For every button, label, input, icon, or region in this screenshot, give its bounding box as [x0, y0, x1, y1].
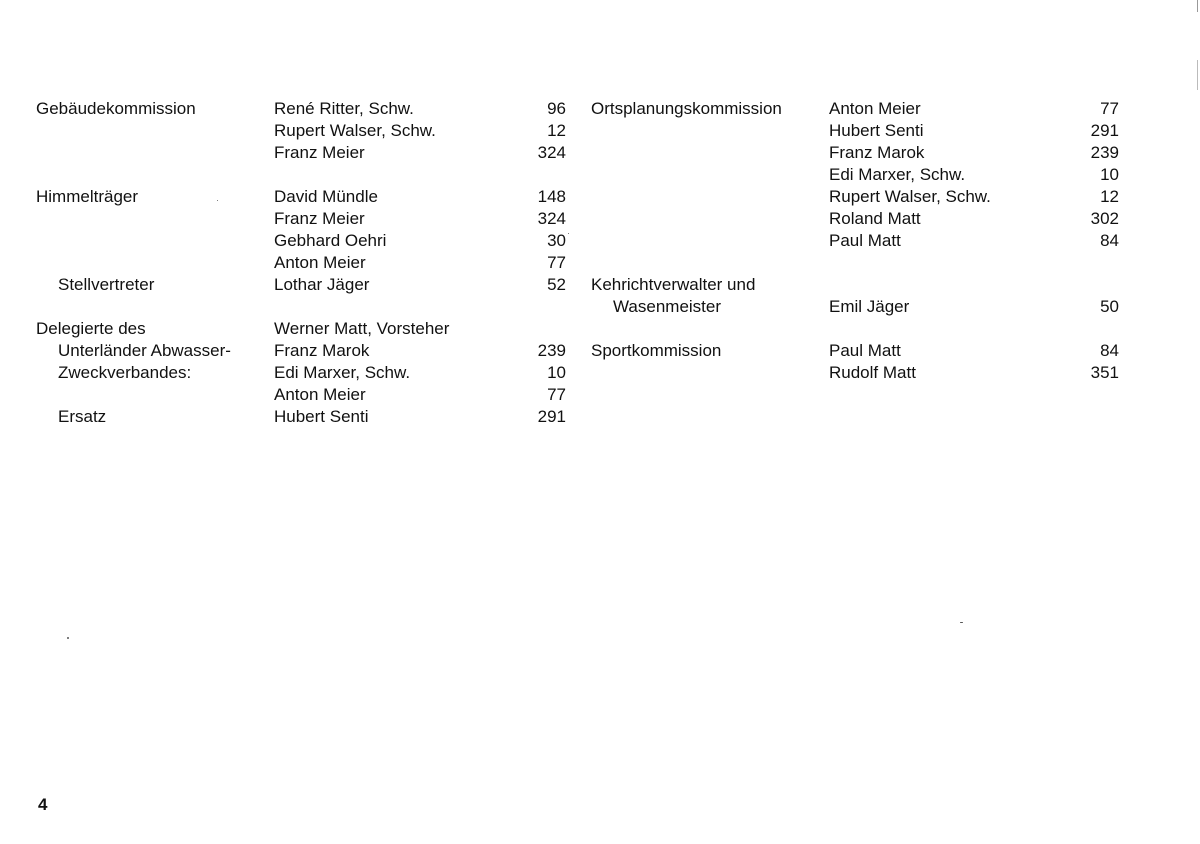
- page-number: 4: [38, 795, 48, 814]
- member-name: Edi Marxer, Schw.: [274, 363, 411, 382]
- member-row: [591, 296, 1121, 318]
- member-name: René Ritter, Schw.: [274, 99, 414, 118]
- member-row: [36, 98, 568, 120]
- member-row: [591, 362, 1121, 384]
- committee-label: Kehrichtverwalter und: [591, 275, 756, 294]
- member-row: [36, 384, 568, 406]
- right-column: [591, 98, 1121, 384]
- member-number: 30: [547, 231, 566, 250]
- committee-section: [36, 98, 568, 164]
- member-name: Hubert Senti: [274, 407, 369, 426]
- committee-label: [591, 230, 829, 252]
- committee-label: Delegierte des: [36, 319, 146, 338]
- member-row: [36, 142, 568, 164]
- committee-label: Stellvertreter: [58, 275, 155, 294]
- member-number: 324: [537, 143, 566, 162]
- member-number: 84: [1100, 231, 1119, 250]
- member-name: Franz Meier: [274, 143, 365, 162]
- scan-speck: [960, 622, 963, 623]
- member-name: Anton Meier: [274, 385, 366, 404]
- member-number: 351: [1090, 363, 1119, 382]
- member-name: Rupert Walser, Schw.: [274, 121, 436, 140]
- committee-label: [36, 230, 274, 252]
- member-name: Paul Matt: [829, 341, 901, 360]
- committee-section: [591, 274, 1121, 318]
- member-name: Anton Meier: [274, 253, 366, 272]
- scan-speck: [217, 200, 218, 201]
- member-number: 77: [1100, 99, 1119, 118]
- member-row: [36, 208, 568, 230]
- member-row: [591, 274, 1121, 296]
- committee-label: [36, 120, 274, 142]
- committee-section: [591, 98, 1121, 252]
- member-name: Rudolf Matt: [829, 363, 916, 382]
- member-number: 239: [1090, 143, 1119, 162]
- member-number: 52: [547, 275, 566, 294]
- member-number: [514, 318, 566, 340]
- committee-label: Wasenmeister: [613, 297, 722, 316]
- committee-label: [36, 252, 274, 274]
- member-number: 84: [1100, 341, 1119, 360]
- member-row: [591, 98, 1121, 120]
- committee-label: Ersatz: [58, 407, 107, 426]
- member-row: [591, 142, 1121, 164]
- committee-label: Zweckverbandes:: [58, 363, 192, 382]
- member-number: 10: [547, 363, 566, 382]
- member-number: 10: [1100, 165, 1119, 184]
- member-name: [829, 274, 1069, 296]
- member-row: [591, 208, 1121, 230]
- scan-edge-mark: [1197, 60, 1198, 90]
- member-number: 291: [537, 407, 566, 426]
- committee-label: Unterländer Abwasser-: [58, 341, 231, 360]
- committee-label: [36, 142, 274, 164]
- member-row: [36, 362, 568, 384]
- member-number: 50: [1100, 297, 1119, 316]
- committee-section: [36, 186, 568, 296]
- committee-label: [591, 120, 829, 142]
- member-name: Paul Matt: [829, 231, 901, 250]
- member-row: [36, 120, 568, 142]
- member-name: Edi Marxer, Schw.: [829, 165, 966, 184]
- scan-edge-mark: [1197, 0, 1198, 12]
- member-name: Werner Matt, Vorsteher: [274, 319, 450, 338]
- committee-label: Himmelträger: [36, 187, 139, 206]
- member-row: [36, 274, 568, 296]
- committee-section: [591, 340, 1121, 384]
- member-name: Roland Matt: [829, 209, 921, 228]
- committee-label: [591, 362, 829, 384]
- committee-label: Sportkommission: [591, 341, 722, 360]
- member-row: [591, 230, 1121, 252]
- committee-label: Gebäudekommission: [36, 99, 196, 118]
- member-number: 148: [537, 187, 566, 206]
- member-row: [36, 186, 568, 208]
- member-name: Rupert Walser, Schw.: [829, 187, 991, 206]
- member-name: Franz Marok: [274, 341, 370, 360]
- member-row: [591, 340, 1121, 362]
- committee-label: [591, 164, 829, 186]
- member-name: Anton Meier: [829, 99, 921, 118]
- member-number: 302: [1090, 209, 1119, 228]
- member-number: 77: [547, 253, 566, 272]
- member-row: [36, 252, 568, 274]
- scan-speck: [67, 637, 69, 639]
- member-row: [36, 318, 568, 340]
- scan-speck: [568, 233, 569, 234]
- member-name: Franz Meier: [274, 209, 365, 228]
- committee-label: [591, 186, 829, 208]
- committee-label: Ortsplanungskommission: [591, 99, 782, 118]
- member-number: [1069, 274, 1119, 296]
- member-row: [36, 406, 568, 428]
- member-number: 324: [537, 209, 566, 228]
- member-name: David Mündle: [274, 187, 378, 206]
- committee-label: [591, 208, 829, 230]
- member-row: [36, 230, 568, 252]
- member-number: 77: [547, 385, 566, 404]
- member-number: 239: [537, 341, 566, 360]
- committee-label: [591, 142, 829, 164]
- committee-label: [36, 208, 274, 230]
- member-number: 96: [547, 99, 566, 118]
- committee-label: [36, 384, 274, 406]
- member-name: Emil Jäger: [829, 297, 910, 316]
- member-number: 12: [1100, 187, 1119, 206]
- member-row: [591, 186, 1121, 208]
- member-name: Hubert Senti: [829, 121, 924, 140]
- member-row: [36, 340, 568, 362]
- member-name: Gebhard Oehri: [274, 231, 387, 250]
- member-name: Lothar Jäger: [274, 275, 370, 294]
- member-number: 12: [547, 121, 566, 140]
- member-row: [591, 120, 1121, 142]
- committee-section: [36, 318, 568, 428]
- member-row: [591, 164, 1121, 186]
- member-number: 291: [1090, 121, 1119, 140]
- member-name: Franz Marok: [829, 143, 925, 162]
- left-column: [36, 98, 568, 428]
